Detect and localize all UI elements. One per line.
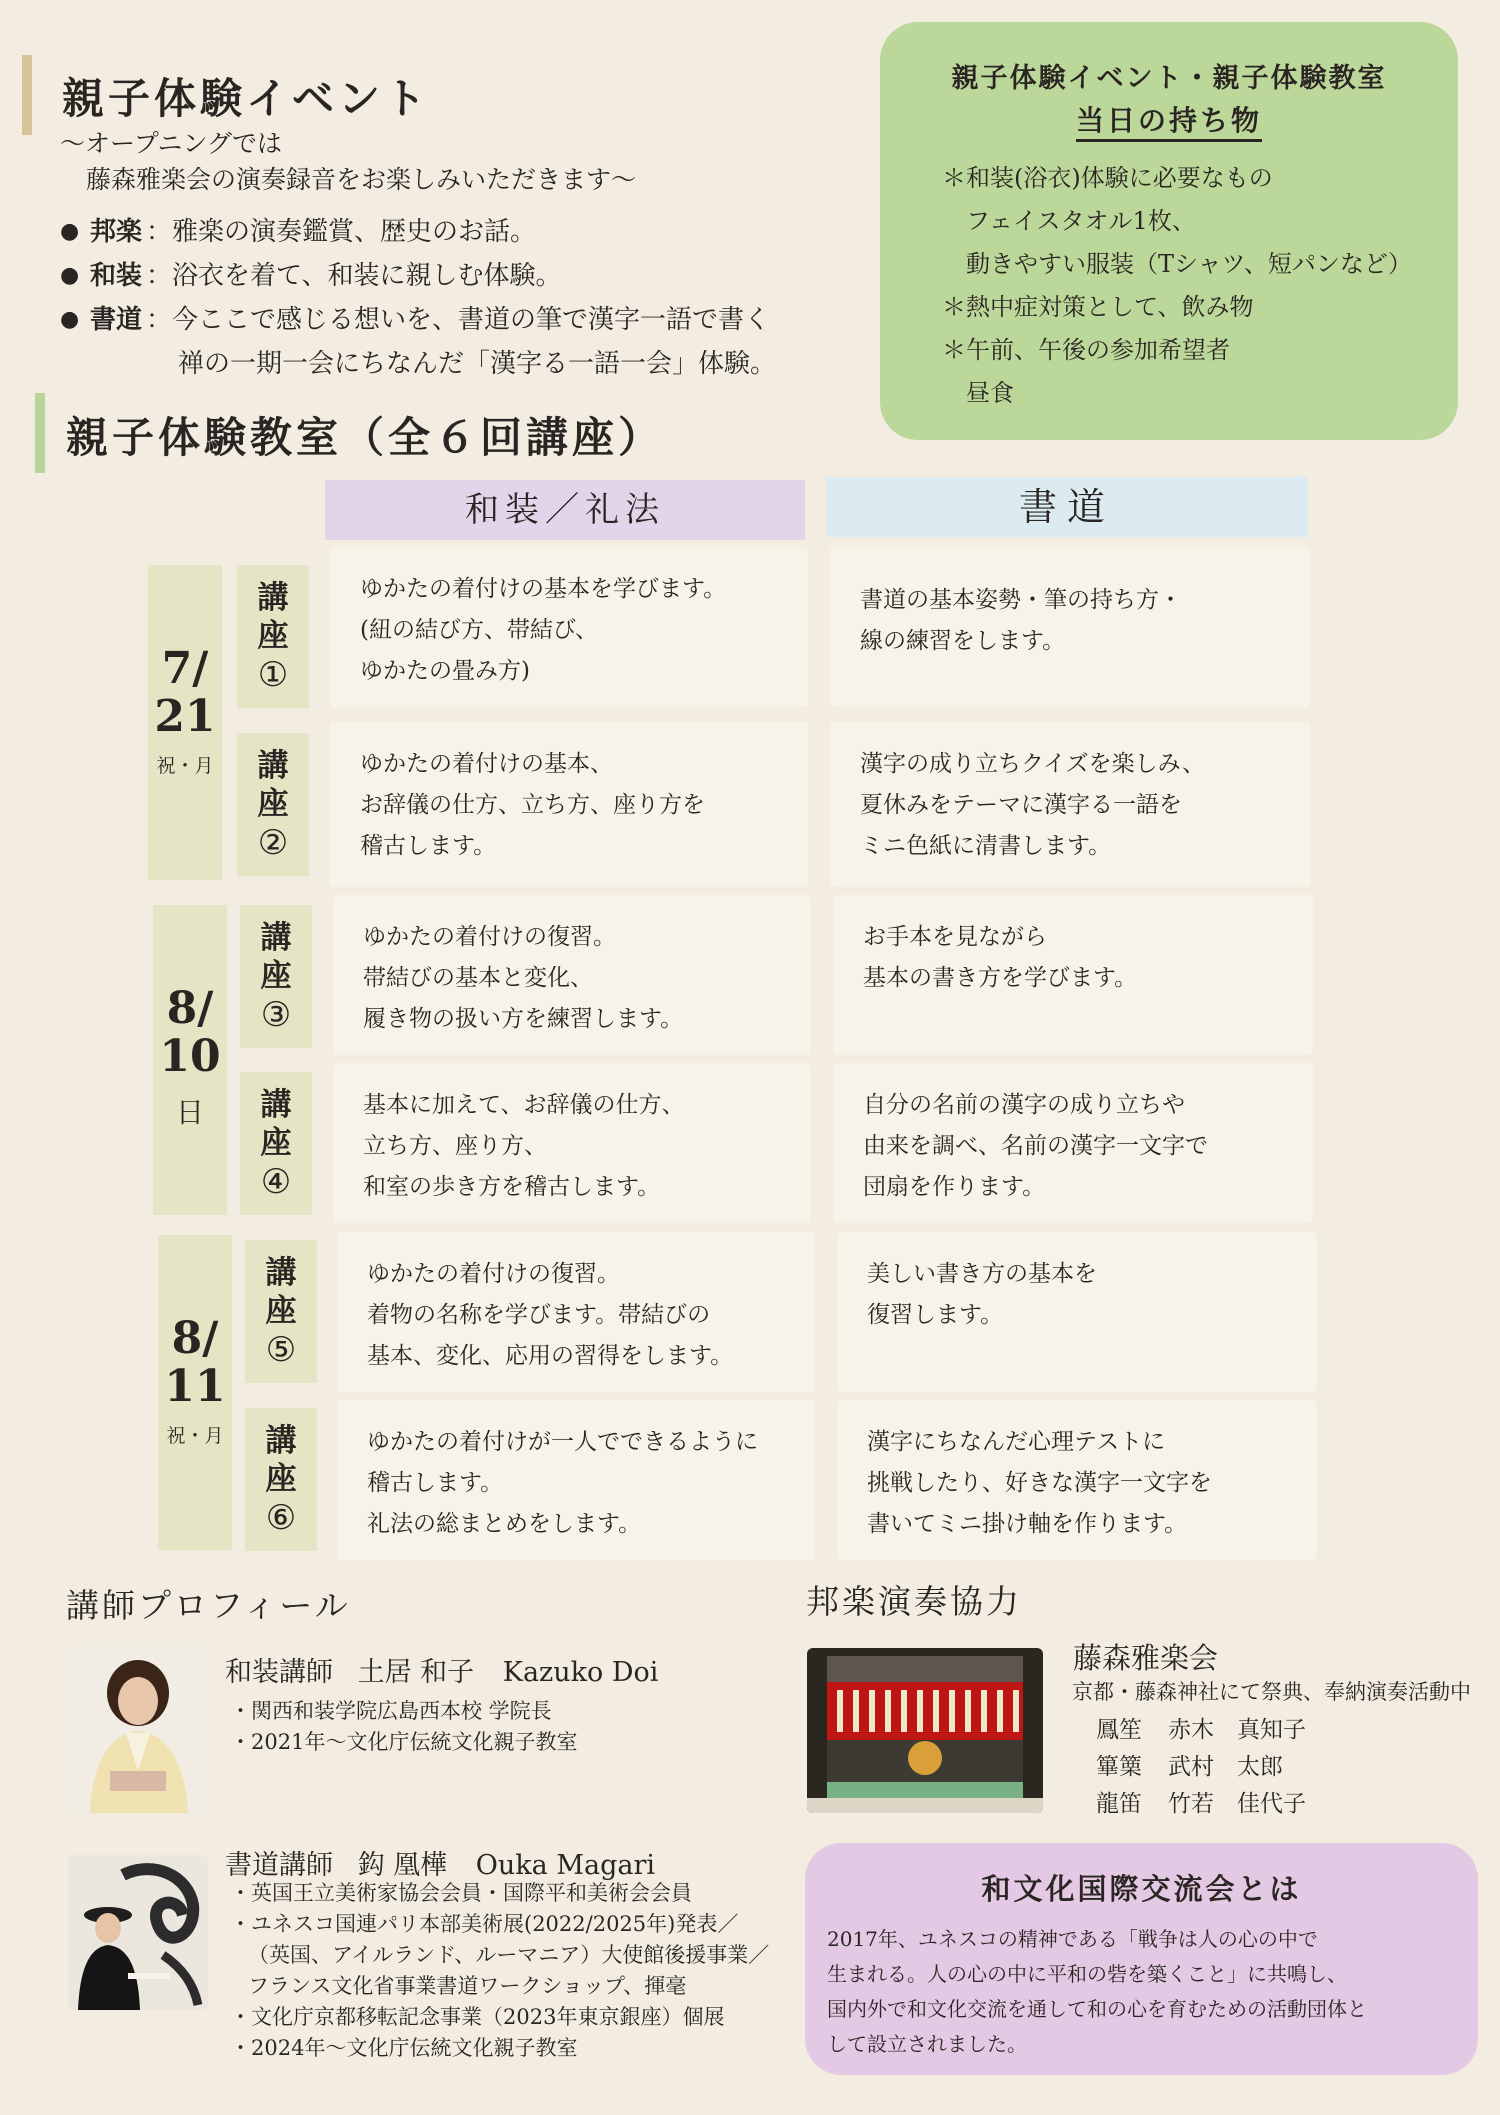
portrait-illustration [70, 1645, 207, 1813]
wasou-cell [333, 895, 811, 1055]
cell-line: ゆかたの着付けの基本、 [360, 751, 613, 777]
bullet-icon: ● [60, 307, 80, 332]
portrait-illustration [68, 1855, 208, 2010]
cell-line: ゆかたの畳み方) [360, 658, 530, 684]
member-instrument: 龍笛 [1096, 1791, 1142, 1817]
instructor-role: 書道講師 [225, 1850, 333, 1881]
cell-line: ミニ色紙に清書します。 [860, 833, 1112, 859]
cell-line: 帯結びの基本と変化、 [363, 965, 593, 991]
date-box [148, 565, 222, 880]
detail-line: ・2024年～文化庁伝統文化親子教室 [230, 2036, 578, 2060]
gagaku-group-name: 藤森雅楽会 [1073, 1641, 1219, 1675]
date-month: 8/ [171, 1313, 219, 1364]
wasou-cell [337, 1400, 815, 1560]
cell-line: 基本、変化、応用の習得をします。 [367, 1343, 734, 1369]
cell-line: 履き物の扱い方を練習します。 [363, 1006, 684, 1032]
member-name: 武村 太郎 [1168, 1754, 1283, 1780]
member-instrument: 篳篥 [1096, 1754, 1142, 1780]
date-box [158, 1235, 232, 1550]
cell-line: 夏休みをテーマに漢字る一語を [860, 792, 1182, 818]
date-weekday: 日 [175, 1096, 204, 1129]
event-item-text: ：今ここで感じる想いを、書道の筆で漢字一語で書く [146, 305, 771, 335]
lecture-char: 講 [265, 1422, 297, 1459]
belongings-box [880, 22, 1458, 440]
member-name: 赤木 真知子 [1168, 1717, 1306, 1743]
gagaku-member [1096, 1749, 1306, 1786]
detail-line: ・ユネスコ国連パリ本部美術展(2022/2025年)発表／ [230, 1912, 739, 1936]
date-day: 21 [154, 691, 216, 742]
lecture-number: ② [257, 822, 289, 863]
detail-line: フランス文化省事業書道ワークショップ、揮毫 [248, 1974, 687, 1998]
belongings-line: ＊和装(浴衣)体験に必要なもの [942, 164, 1273, 192]
stage-illustration [807, 1648, 1043, 1813]
lecture-label [245, 1408, 317, 1551]
instructor-magari-heading [225, 1843, 655, 1882]
cell-line: 礼法の総まとめをします。 [367, 1511, 642, 1537]
wasou-cell [333, 1063, 811, 1223]
hogaku-title: 邦楽演奏協力 [806, 1582, 1022, 1621]
event-item [60, 210, 776, 254]
shodo-cell [837, 1232, 1317, 1392]
shodo-cell [830, 547, 1310, 707]
cell-line: 美しい書き方の基本を [867, 1261, 1097, 1287]
cell-line: 立ち方、座り方、 [363, 1133, 547, 1159]
date-month: 8/ [166, 983, 214, 1034]
cell-line: 線の練習をします。 [860, 628, 1066, 654]
event-item-key: 和装 [90, 261, 143, 291]
lecture-char: 座 [265, 1460, 297, 1497]
lecture-label [240, 905, 312, 1048]
instructor-magari-details [230, 1878, 769, 2064]
detail-line: ・英国王立美術家協会会員・国際平和美術会会員 [230, 1881, 692, 1905]
detail-line: ・2021年～文化庁伝統文化親子教室 [230, 1730, 578, 1754]
cell-line: 書いてミニ掛け軸を作ります。 [867, 1511, 1188, 1537]
lecture-char: 講 [265, 1254, 297, 1291]
bullet-icon: ● [60, 263, 80, 288]
heading-accent-bar [22, 55, 32, 135]
event-item-continuation [60, 342, 776, 386]
about-title: 和文化国際交流会とは [981, 1872, 1302, 1906]
lecture-char: 講 [257, 747, 289, 784]
cell-line: (紐の結び方、帯結び、 [360, 617, 599, 643]
event-item-text: 禅の一期一会にちなんだ「漢字る一語一会」体験。 [178, 349, 777, 379]
gagaku-member-list [1096, 1712, 1306, 1823]
belongings-line: ＊午前、午後の参加希望者 [942, 336, 1230, 364]
instructor-name-en: Ouka Magari [475, 1850, 656, 1881]
about-line: 2017年、ユネスコの精神である「戦争は人の心の中で [827, 1927, 1318, 1951]
event-item-text: ：浴衣を着て、和装に親しむ体験。 [146, 261, 562, 291]
belongings-line: ＊熱中症対策として、飲み物 [942, 293, 1254, 321]
date-weekday: 祝・月 [156, 755, 214, 777]
date-month: 7/ [161, 643, 209, 694]
event-item-list [60, 210, 776, 386]
about-line: して設立されました。 [827, 2032, 1027, 2056]
instructor-doi-details [230, 1696, 577, 1758]
lecture-number: ④ [260, 1161, 292, 1202]
lecture-number: ⑤ [265, 1329, 297, 1370]
belongings-line: 動きやすい服装（Tシャツ、短パンなど） [966, 250, 1412, 278]
lecture-number: ③ [260, 994, 292, 1035]
cell-line: 着物の名称を学びます。帯結びの [367, 1302, 711, 1328]
shodo-cell [833, 1063, 1313, 1223]
date-day: 10 [159, 1031, 221, 1082]
cell-line: ゆかたの着付けが一人でできるように [367, 1429, 758, 1455]
classroom-title: 親子体験教室（全６回講座） [66, 413, 665, 462]
lecture-number: ⑥ [265, 1497, 297, 1538]
cell-line: ゆかたの着付けの復習。 [363, 924, 616, 950]
cell-line: 基本の書き方を学びます。 [863, 965, 1138, 991]
date-box [153, 905, 227, 1215]
gagaku-member [1096, 1712, 1306, 1749]
heading-accent-bar [35, 393, 45, 473]
lecture-char: 講 [257, 579, 289, 616]
member-name: 竹若 佳代子 [1168, 1791, 1306, 1817]
gagaku-member [1096, 1786, 1306, 1823]
event-item [60, 298, 776, 342]
about-line: 国内外で和文化交流を通して和の心を育むための活動団体と [827, 1997, 1367, 2021]
lecture-char: 座 [260, 1124, 292, 1161]
cell-line: 漢字の成り立ちクイズを楽しみ、 [860, 751, 1205, 777]
event-item [60, 254, 776, 298]
lecture-label [237, 565, 309, 708]
column-header-wasou: 和装／礼法 [325, 480, 805, 540]
cell-line: 書道の基本姿勢・筆の持ち方・ [860, 587, 1182, 613]
lecture-char: 座 [257, 617, 289, 654]
date-day: 11 [164, 1361, 226, 1412]
detail-line: ・関西和装学院広島西本校 学院長 [230, 1699, 552, 1723]
instructor-name: 土居 和子 [357, 1657, 475, 1688]
detail-line: （英国、アイルランド、ルーマニア）大使館後援事業／ [248, 1943, 770, 1967]
cell-line: 挑戦したり、好きな漢字一文字を [867, 1470, 1212, 1496]
event-item-key: 邦楽 [90, 217, 143, 247]
shodo-cell [830, 722, 1310, 887]
instructor-name-en: Kazuko Doi [502, 1657, 659, 1688]
about-line: 生まれる。人の心の中に平和の砦を築くこと」に共鳴し、 [827, 1962, 1347, 1986]
shodo-cell [833, 895, 1313, 1055]
belongings-title: 親子体験イベント・親子体験教室 [951, 63, 1387, 94]
wasou-cell [337, 1232, 815, 1392]
cell-line: お辞儀の仕方、立ち方、座り方を [360, 792, 705, 818]
detail-line: ・文化庁京都移転記念事業（2023年東京銀座）個展 [230, 2005, 725, 2029]
shodo-cell [837, 1400, 1317, 1560]
instructor-doi-heading [225, 1650, 658, 1689]
cell-line: ゆかたの着付けの基本を学びます。 [360, 576, 727, 602]
lecture-char: 座 [257, 785, 289, 822]
event-item-text: ：雅楽の演奏鑑賞、歴史のお話。 [146, 217, 537, 247]
cell-line: 団扇を作ります。 [863, 1174, 1046, 1200]
lecture-label [245, 1240, 317, 1383]
cell-line: 稽古します。 [360, 833, 497, 859]
belongings-subtitle: 当日の持ち物 [1076, 104, 1262, 142]
belongings-list [880, 157, 1458, 415]
belongings-line: 昼食 [966, 379, 1014, 407]
lecture-char: 座 [260, 957, 292, 994]
member-instrument: 鳳笙 [1096, 1717, 1142, 1743]
wasou-cell [330, 547, 808, 707]
lecture-label [240, 1072, 312, 1215]
cell-line: 自分の名前の漢字の成り立ちや [863, 1092, 1185, 1118]
instructor-photo-doi [70, 1645, 207, 1813]
instructor-name: 鈎 凰樺 [357, 1850, 448, 1881]
about-box [805, 1843, 1478, 2075]
column-header-shodo: 書道 [826, 477, 1308, 537]
cell-line: 漢字にちなんだ心理テストに [867, 1429, 1166, 1455]
gagaku-performance-photo [807, 1648, 1043, 1813]
lecture-char: 講 [260, 919, 292, 956]
cell-line: 和室の歩き方を稽古します。 [363, 1174, 661, 1200]
bullet-icon: ● [60, 219, 80, 244]
instructor-role: 和装講師 [225, 1657, 333, 1688]
cell-line: ゆかたの着付けの復習。 [367, 1261, 620, 1287]
cell-line: 稽古します。 [367, 1470, 504, 1496]
lecture-char: 座 [265, 1292, 297, 1329]
event-title: 親子体験イベント [62, 74, 431, 123]
event-subtitle-2: 藤森雅楽会の演奏録音をお楽しみいただきます～ [86, 165, 637, 194]
instructor-photo-magari [68, 1855, 208, 2010]
cell-line: お手本を見ながら [863, 924, 1047, 950]
event-item-key: 書道 [90, 305, 143, 335]
lecture-char: 講 [260, 1086, 292, 1123]
lecture-label [237, 733, 309, 876]
cell-line: 基本に加えて、お辞儀の仕方、 [363, 1092, 685, 1118]
date-weekday: 祝・月 [166, 1425, 224, 1447]
belongings-line: フェイスタオル1枚、 [966, 207, 1196, 235]
gagaku-group-desc: 京都・藤森神社にて祭典、奉納演奏活動中 [1072, 1680, 1471, 1704]
profile-title: 講師プロフィール [66, 1586, 351, 1625]
lecture-number: ① [257, 654, 289, 695]
event-subtitle: ～オープニングでは [60, 129, 283, 158]
cell-line: 復習します。 [867, 1302, 1004, 1328]
cell-line: 由来を調べ、名前の漢字一文字で [863, 1133, 1208, 1159]
wasou-cell [330, 722, 808, 887]
about-body [805, 1922, 1478, 2062]
